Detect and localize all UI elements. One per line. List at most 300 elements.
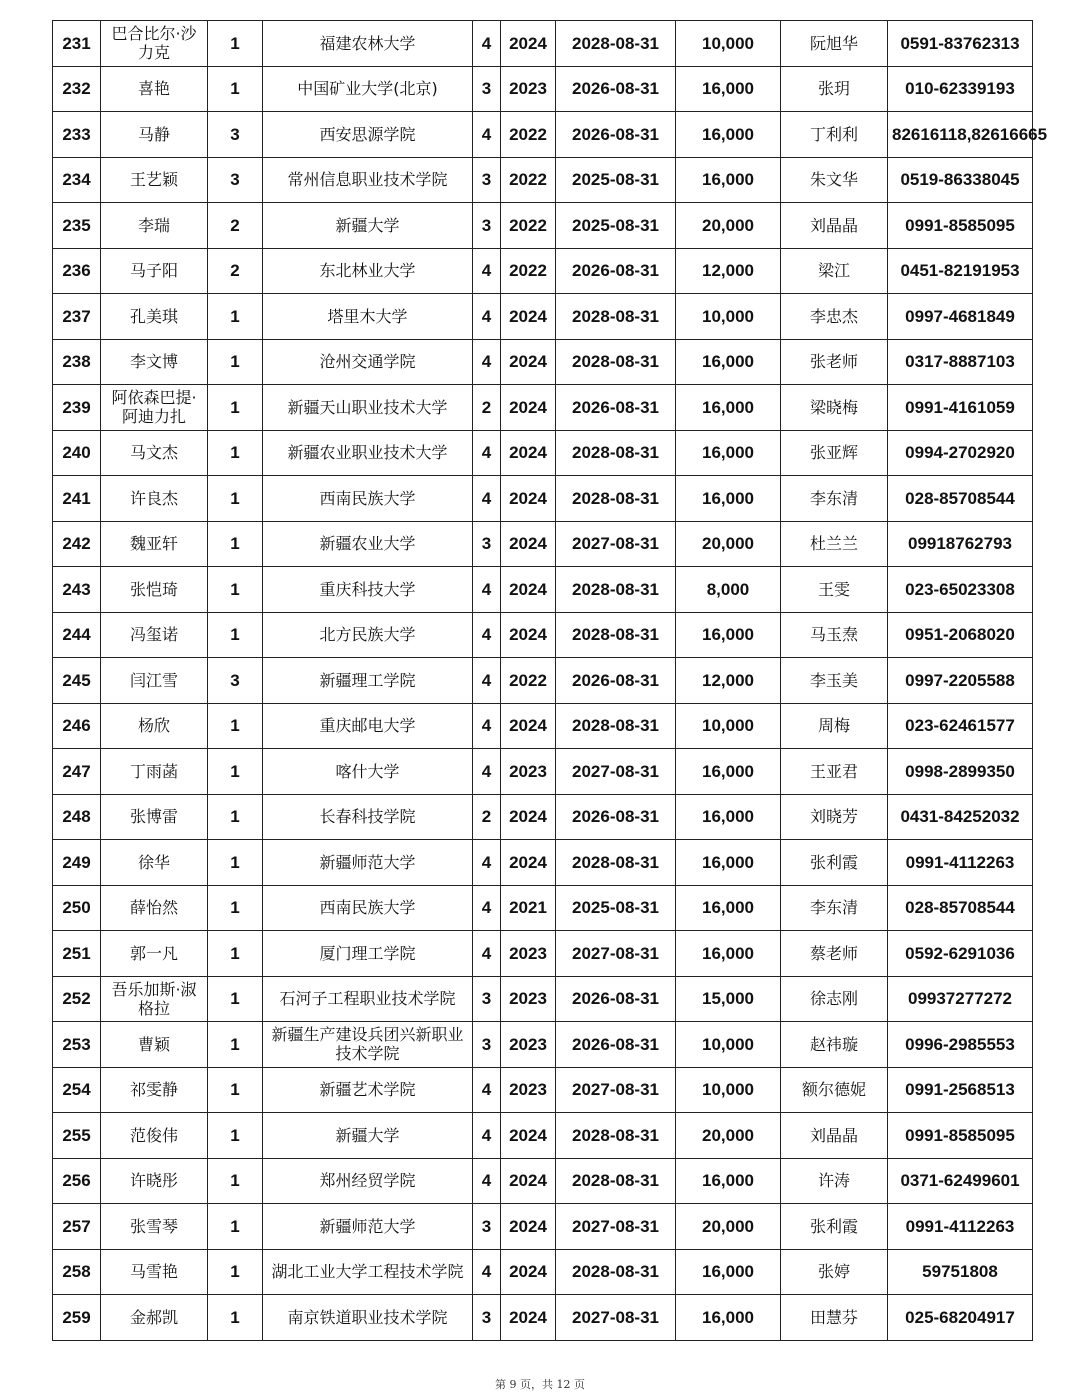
end-date-cell: 2026-08-31 [556,976,676,1022]
enroll-year-cell: 2024 [501,476,556,522]
table-row [53,339,1033,385]
table-row [53,794,1033,840]
end-date-cell: 2026-08-31 [556,658,676,704]
enroll-year-cell: 2024 [501,703,556,749]
enroll-year-cell: 2024 [501,1295,556,1341]
grade-cell: 1 [208,1158,263,1204]
school-name-cell: 新疆师范大学 [263,840,473,886]
row-number-cell: 258 [53,1249,101,1295]
row-number-cell: 252 [53,976,101,1022]
amount-cell: 15,000 [676,976,781,1022]
student-name-cell: 许晓彤 [101,1158,208,1204]
end-date-cell: 2027-08-31 [556,521,676,567]
enroll-year-cell: 2023 [501,1022,556,1068]
student-name-cell: 马文杰 [101,430,208,476]
student-name-cell: 薛怡然 [101,885,208,931]
amount-cell: 12,000 [676,248,781,294]
end-date-cell: 2026-08-31 [556,112,676,158]
contact-phone-cell: 0991-2568513 [888,1067,1033,1113]
student-name-cell: 张雪琴 [101,1204,208,1250]
end-date-cell: 2027-08-31 [556,1295,676,1341]
end-date-cell: 2028-08-31 [556,430,676,476]
amount-cell: 12,000 [676,658,781,704]
grade-cell: 3 [208,658,263,704]
program-years-cell: 4 [473,612,501,658]
student-name-cell: 郭一凡 [101,931,208,977]
program-years-cell: 3 [473,203,501,249]
amount-cell: 16,000 [676,1295,781,1341]
table-row [53,703,1033,749]
enroll-year-cell: 2024 [501,430,556,476]
student-name-cell: 巴合比尔·沙力克 [101,21,208,67]
program-years-cell: 2 [473,794,501,840]
table-row [53,1113,1033,1159]
enroll-year-cell: 2024 [501,840,556,886]
grade-cell: 1 [208,476,263,522]
contact-phone-cell: 025-68204917 [888,1295,1033,1341]
grade-cell: 1 [208,976,263,1022]
program-years-cell: 4 [473,294,501,340]
table-body [53,21,1048,1341]
row-number-cell: 233 [53,112,101,158]
end-date-cell: 2028-08-31 [556,339,676,385]
enroll-year-cell: 2022 [501,112,556,158]
grade-cell: 1 [208,749,263,795]
data-table-container [52,20,1048,1341]
contact-person-cell: 李东清 [781,885,888,931]
contact-person-cell: 张亚辉 [781,430,888,476]
table-row [53,567,1033,613]
program-years-cell: 4 [473,476,501,522]
end-date-cell: 2028-08-31 [556,840,676,886]
end-date-cell: 2028-08-31 [556,21,676,67]
contact-person-cell: 李忠杰 [781,294,888,340]
amount-cell: 20,000 [676,521,781,567]
row-number-cell: 237 [53,294,101,340]
grade-cell: 1 [208,1022,263,1068]
end-date-cell: 2027-08-31 [556,931,676,977]
school-name-cell: 重庆科技大学 [263,567,473,613]
end-date-cell: 2026-08-31 [556,794,676,840]
school-name-cell: 西南民族大学 [263,885,473,931]
grade-cell: 1 [208,66,263,112]
end-date-cell: 2028-08-31 [556,476,676,522]
contact-phone-cell: 82616118,82616665 [888,112,1033,158]
grade-cell: 1 [208,1067,263,1113]
end-date-cell: 2025-08-31 [556,203,676,249]
contact-person-cell: 张玥 [781,66,888,112]
amount-cell: 10,000 [676,21,781,67]
amount-cell: 16,000 [676,794,781,840]
grade-cell: 1 [208,294,263,340]
program-years-cell: 4 [473,112,501,158]
enroll-year-cell: 2023 [501,66,556,112]
student-name-cell: 许良杰 [101,476,208,522]
table-row [53,476,1033,522]
enroll-year-cell: 2024 [501,794,556,840]
end-date-cell: 2027-08-31 [556,1204,676,1250]
table-row [53,1249,1033,1295]
student-name-cell: 祁雯静 [101,1067,208,1113]
grade-cell: 1 [208,931,263,977]
amount-cell: 16,000 [676,339,781,385]
student-name-cell: 王艺颖 [101,157,208,203]
table-row [53,1204,1033,1250]
amount-cell: 16,000 [676,931,781,977]
table-row [53,203,1033,249]
student-name-cell: 张博雷 [101,794,208,840]
table-row [53,112,1033,158]
end-date-cell: 2025-08-31 [556,885,676,931]
enroll-year-cell: 2024 [501,612,556,658]
school-name-cell: 湖北工业大学工程技术学院 [263,1249,473,1295]
amount-cell: 10,000 [676,1067,781,1113]
grade-cell: 1 [208,567,263,613]
school-name-cell: 喀什大学 [263,749,473,795]
amount-cell: 10,000 [676,703,781,749]
student-name-cell: 金郝凯 [101,1295,208,1341]
contact-person-cell: 刘晓芳 [781,794,888,840]
row-number-cell: 232 [53,66,101,112]
end-date-cell: 2026-08-31 [556,66,676,112]
enroll-year-cell: 2024 [501,1113,556,1159]
row-number-cell: 243 [53,567,101,613]
school-name-cell: 石河子工程职业技术学院 [263,976,473,1022]
contact-phone-cell: 010-62339193 [888,66,1033,112]
contact-phone-cell: 0991-8585095 [888,1113,1033,1159]
row-number-cell: 240 [53,430,101,476]
row-number-cell: 246 [53,703,101,749]
contact-person-cell: 刘晶晶 [781,1113,888,1159]
amount-cell: 16,000 [676,430,781,476]
row-number-cell: 250 [53,885,101,931]
program-years-cell: 2 [473,385,501,431]
contact-phone-cell: 028-85708544 [888,476,1033,522]
contact-person-cell: 张利霞 [781,840,888,886]
contact-phone-cell: 0591-83762313 [888,21,1033,67]
table-row [53,885,1033,931]
student-name-cell: 李瑞 [101,203,208,249]
table-row [53,976,1033,1022]
end-date-cell: 2026-08-31 [556,248,676,294]
grade-cell: 1 [208,885,263,931]
row-number-cell: 238 [53,339,101,385]
grade-cell: 1 [208,385,263,431]
contact-person-cell: 张婷 [781,1249,888,1295]
grade-cell: 1 [208,430,263,476]
program-years-cell: 4 [473,1249,501,1295]
end-date-cell: 2026-08-31 [556,1022,676,1068]
row-number-cell: 235 [53,203,101,249]
contact-phone-cell: 0991-4161059 [888,385,1033,431]
contact-person-cell: 梁江 [781,248,888,294]
amount-cell: 10,000 [676,294,781,340]
row-number-cell: 257 [53,1204,101,1250]
grade-cell: 1 [208,1113,263,1159]
contact-phone-cell: 0951-2068020 [888,612,1033,658]
contact-person-cell: 张老师 [781,339,888,385]
contact-phone-cell: 59751808 [888,1249,1033,1295]
grade-cell: 1 [208,703,263,749]
contact-person-cell: 王雯 [781,567,888,613]
enroll-year-cell: 2022 [501,658,556,704]
contact-phone-cell: 023-62461577 [888,703,1033,749]
row-number-cell: 241 [53,476,101,522]
contact-person-cell: 田慧芬 [781,1295,888,1341]
row-number-cell: 253 [53,1022,101,1068]
contact-person-cell: 赵祎璇 [781,1022,888,1068]
table-row [53,931,1033,977]
program-years-cell: 4 [473,885,501,931]
school-name-cell: 常州信息职业技术学院 [263,157,473,203]
school-name-cell: 福建农林大学 [263,21,473,67]
amount-cell: 16,000 [676,749,781,795]
program-years-cell: 4 [473,248,501,294]
student-name-cell: 马静 [101,112,208,158]
contact-phone-cell: 09918762793 [888,521,1033,567]
school-name-cell: 新疆大学 [263,1113,473,1159]
program-years-cell: 3 [473,521,501,567]
row-number-cell: 259 [53,1295,101,1341]
enroll-year-cell: 2023 [501,749,556,795]
contact-person-cell: 丁利利 [781,112,888,158]
row-number-cell: 249 [53,840,101,886]
student-name-cell: 魏亚轩 [101,521,208,567]
table-row [53,430,1033,476]
program-years-cell: 4 [473,21,501,67]
row-number-cell: 254 [53,1067,101,1113]
amount-cell: 16,000 [676,112,781,158]
student-name-cell: 徐华 [101,840,208,886]
program-years-cell: 4 [473,658,501,704]
student-name-cell: 曹颖 [101,1022,208,1068]
program-years-cell: 3 [473,157,501,203]
row-number-cell: 242 [53,521,101,567]
enroll-year-cell: 2022 [501,203,556,249]
enroll-year-cell: 2024 [501,567,556,613]
end-date-cell: 2027-08-31 [556,1067,676,1113]
table-row [53,248,1033,294]
school-name-cell: 西安思源学院 [263,112,473,158]
student-name-cell: 马子阳 [101,248,208,294]
amount-cell: 16,000 [676,1158,781,1204]
contact-person-cell: 李东清 [781,476,888,522]
end-date-cell: 2028-08-31 [556,703,676,749]
enroll-year-cell: 2024 [501,521,556,567]
enroll-year-cell: 2023 [501,1067,556,1113]
enroll-year-cell: 2024 [501,294,556,340]
table-row [53,840,1033,886]
end-date-cell: 2028-08-31 [556,1113,676,1159]
grade-cell: 3 [208,112,263,158]
contact-phone-cell: 0451-82191953 [888,248,1033,294]
program-years-cell: 4 [473,1067,501,1113]
amount-cell: 16,000 [676,476,781,522]
grade-cell: 1 [208,1295,263,1341]
table-row [53,612,1033,658]
amount-cell: 16,000 [676,840,781,886]
contact-phone-cell: 0371-62499601 [888,1158,1033,1204]
school-name-cell: 西南民族大学 [263,476,473,522]
enroll-year-cell: 2024 [501,1204,556,1250]
enroll-year-cell: 2024 [501,385,556,431]
end-date-cell: 2028-08-31 [556,1249,676,1295]
student-name-cell: 杨欣 [101,703,208,749]
grade-cell: 2 [208,203,263,249]
table-row [53,66,1033,112]
program-years-cell: 4 [473,430,501,476]
contact-phone-cell: 0991-8585095 [888,203,1033,249]
amount-cell: 20,000 [676,1204,781,1250]
table-row [53,1295,1033,1341]
amount-cell: 16,000 [676,157,781,203]
enroll-year-cell: 2021 [501,885,556,931]
contact-person-cell: 王亚君 [781,749,888,795]
contact-phone-cell: 0431-84252032 [888,794,1033,840]
school-name-cell: 北方民族大学 [263,612,473,658]
grade-cell: 1 [208,612,263,658]
grade-cell: 1 [208,1204,263,1250]
table-row [53,1158,1033,1204]
school-name-cell: 中国矿业大学(北京) [263,66,473,112]
row-number-cell: 255 [53,1113,101,1159]
amount-cell: 10,000 [676,1022,781,1068]
amount-cell: 16,000 [676,612,781,658]
amount-cell: 16,000 [676,385,781,431]
contact-person-cell: 额尔德妮 [781,1067,888,1113]
school-name-cell: 新疆生产建设兵团兴新职业技术学院 [263,1022,473,1068]
table-row [53,21,1033,67]
school-name-cell: 新疆理工学院 [263,658,473,704]
contact-phone-cell: 023-65023308 [888,567,1033,613]
contact-phone-cell: 0997-2205588 [888,658,1033,704]
contact-phone-cell: 0991-4112263 [888,1204,1033,1250]
contact-person-cell: 周梅 [781,703,888,749]
student-name-cell: 阿依森巴提·阿迪力扎 [101,385,208,431]
end-date-cell: 2026-08-31 [556,385,676,431]
grade-cell: 1 [208,840,263,886]
program-years-cell: 4 [473,339,501,385]
enroll-year-cell: 2023 [501,976,556,1022]
enroll-year-cell: 2022 [501,248,556,294]
student-name-cell: 范俊伟 [101,1113,208,1159]
student-name-cell: 吾乐加斯·淑格拉 [101,976,208,1022]
table-row [53,749,1033,795]
row-number-cell: 244 [53,612,101,658]
program-years-cell: 3 [473,1295,501,1341]
contact-person-cell: 蔡老师 [781,931,888,977]
row-number-cell: 234 [53,157,101,203]
contact-person-cell: 许涛 [781,1158,888,1204]
program-years-cell: 4 [473,749,501,795]
amount-cell: 16,000 [676,885,781,931]
contact-person-cell: 杜兰兰 [781,521,888,567]
contact-person-cell: 阮旭华 [781,21,888,67]
table-row [53,658,1033,704]
amount-cell: 16,000 [676,66,781,112]
program-years-cell: 4 [473,840,501,886]
contact-phone-cell: 0996-2985553 [888,1022,1033,1068]
contact-person-cell: 徐志刚 [781,976,888,1022]
contact-phone-cell: 0994-2702920 [888,430,1033,476]
school-name-cell: 新疆师范大学 [263,1204,473,1250]
program-years-cell: 3 [473,976,501,1022]
table-row [53,521,1033,567]
contact-phone-cell: 09937277272 [888,976,1033,1022]
end-date-cell: 2028-08-31 [556,612,676,658]
program-years-cell: 4 [473,703,501,749]
scholarship-table [52,20,1048,1341]
grade-cell: 1 [208,21,263,67]
contact-phone-cell: 0519-86338045 [888,157,1033,203]
school-name-cell: 郑州经贸学院 [263,1158,473,1204]
program-years-cell: 4 [473,1158,501,1204]
enroll-year-cell: 2024 [501,1158,556,1204]
grade-cell: 3 [208,157,263,203]
program-years-cell: 3 [473,1022,501,1068]
enroll-year-cell: 2024 [501,339,556,385]
contact-person-cell: 刘晶晶 [781,203,888,249]
amount-cell: 16,000 [676,1249,781,1295]
amount-cell: 8,000 [676,567,781,613]
enroll-year-cell: 2022 [501,157,556,203]
student-name-cell: 马雪艳 [101,1249,208,1295]
student-name-cell: 丁雨菡 [101,749,208,795]
amount-cell: 20,000 [676,203,781,249]
school-name-cell: 新疆艺术学院 [263,1067,473,1113]
grade-cell: 1 [208,521,263,567]
end-date-cell: 2028-08-31 [556,294,676,340]
school-name-cell: 东北林业大学 [263,248,473,294]
contact-phone-cell: 0317-8887103 [888,339,1033,385]
contact-phone-cell: 0998-2899350 [888,749,1033,795]
contact-person-cell: 马玉焘 [781,612,888,658]
student-name-cell: 闫江雪 [101,658,208,704]
school-name-cell: 新疆农业职业技术大学 [263,430,473,476]
end-date-cell: 2027-08-31 [556,749,676,795]
contact-phone-cell: 0997-4681849 [888,294,1033,340]
row-number-cell: 239 [53,385,101,431]
school-name-cell: 长春科技学院 [263,794,473,840]
table-row [53,385,1033,431]
grade-cell: 1 [208,794,263,840]
table-row [53,294,1033,340]
table-row [53,1022,1033,1068]
student-name-cell: 李文博 [101,339,208,385]
grade-cell: 2 [208,248,263,294]
row-number-cell: 248 [53,794,101,840]
contact-person-cell: 朱文华 [781,157,888,203]
program-years-cell: 3 [473,66,501,112]
student-name-cell: 冯玺诺 [101,612,208,658]
end-date-cell: 2028-08-31 [556,1158,676,1204]
row-number-cell: 231 [53,21,101,67]
program-years-cell: 3 [473,1204,501,1250]
school-name-cell: 沧州交通学院 [263,339,473,385]
student-name-cell: 张恺琦 [101,567,208,613]
grade-cell: 1 [208,1249,263,1295]
end-date-cell: 2025-08-31 [556,157,676,203]
student-name-cell: 孔美琪 [101,294,208,340]
table-row [53,157,1033,203]
row-number-cell: 245 [53,658,101,704]
school-name-cell: 新疆大学 [263,203,473,249]
page-footer: 第 9 页，共 12 页 [495,1378,585,1391]
program-years-cell: 4 [473,567,501,613]
contact-person-cell: 李玉美 [781,658,888,704]
enroll-year-cell: 2023 [501,931,556,977]
contact-person-cell: 张利霞 [781,1204,888,1250]
